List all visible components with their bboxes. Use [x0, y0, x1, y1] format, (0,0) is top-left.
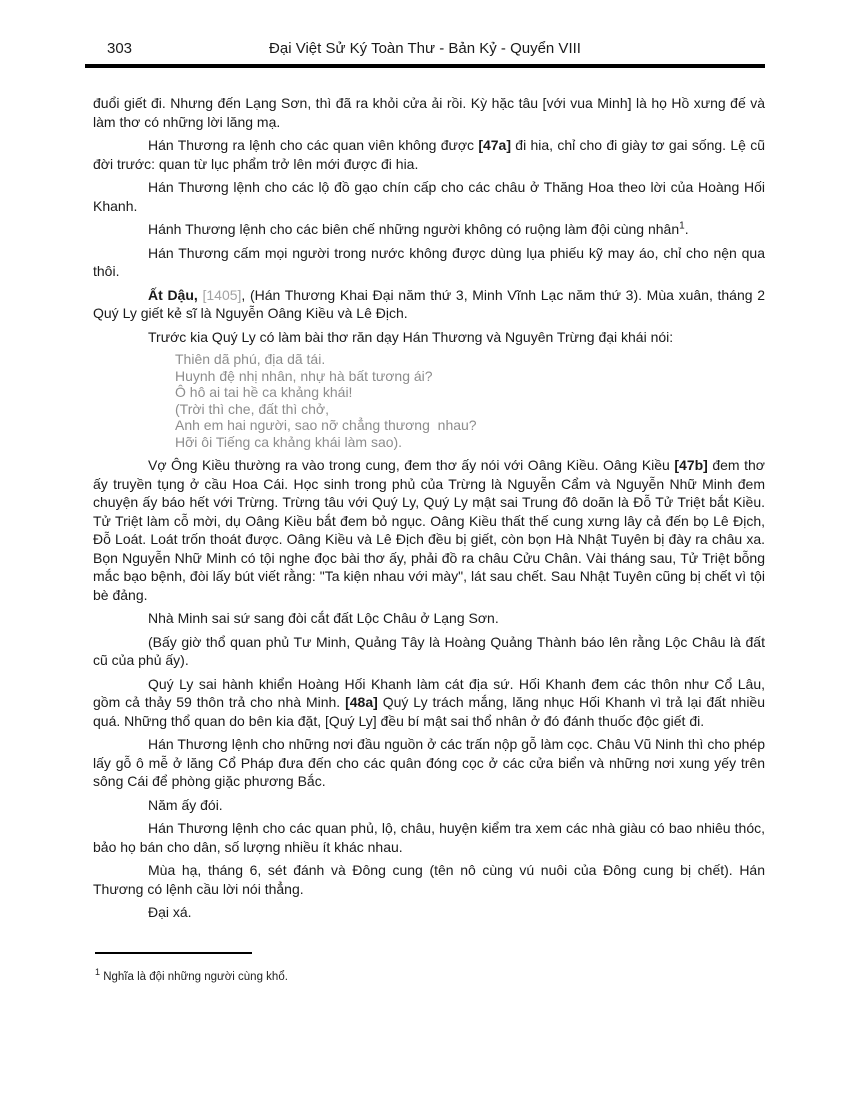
text-run: đem thơ ấy truyền tụng ở cầu Hoa Cái. Học sinh trong phủ của Trừng là Nguyễn Cẩm và Nguyễn Nhữ Minh đem chuyện ấy báo hết với Trừng. Trừng tâu với Quý Ly, Quý Ly mật sai Trung đô doãn là Đỗ Tử Triệt bắt Kiều. Tử Triệt làm cỗ mời, dụ Oâng Kiều bắt đem bỏ ngục. Oâng Kiều thất thế cung xưng lây cả đến bọ Lê Địch, Đỗ Loát. Loát trốn thoát được. Oâng Kiều và Lê Địch đều bị giết, còn bọn Hà Nhật Tuyên bị đày ra châu xa. Bọn Nguyễn Nhữ Minh có tội nghe đọc bài thơ ấy, phải đồ ra châu Cửu Chân. Vài tháng sau, Tử Triệt bỗng mắc bạo bệnh, đòi lấy bút viết rằng: "Ta kiện nhau với mày", lát sau chết. Sau Nhật Tuyên cũng bị chết vì tội bè đảng.: [93, 457, 765, 603]
bold-text-run: Ất Dậu,: [148, 286, 198, 303]
text-run: Quý Ly trách mắng, lăng nhục Hối Khanh vì trả lại đất nhiều quá. Những thổ quan do bên kia đặt, [Quý Ly] đều bí mật sai thổ nhân ở đó đánh thuốc độc giết đi.: [93, 694, 765, 729]
paragraph: [93, 675, 765, 731]
footnote-section: [95, 952, 765, 983]
paragraph: [93, 328, 765, 347]
text-run: Đại xá.: [148, 904, 192, 920]
paragraph: [93, 244, 765, 281]
page-number: 303: [107, 40, 133, 57]
paragraph: [93, 94, 765, 131]
text-run: đuổi giết đi. Nhưng đến Lạng Sơn, thì đã ra khỏi cửa ải rồi. Kỳ hặc tâu [với vua Minh] là họ Hồ xưng đế và làm thơ có những lời lăng mạ.: [93, 95, 765, 130]
bold-text-run: [47b]: [674, 457, 708, 473]
text-run: Quý Ly sai hành khiển Hoàng Hối Khanh làm cát địa sứ. Hối Khanh đem các thôn như Cổ Lâu, gồm cả thảy 59 thôn trả cho nhà Minh.: [93, 675, 765, 710]
poem-line: Anh em hai người, sao nỡ chẳng thương nhau?: [175, 417, 477, 433]
bold-text-run: [48a]: [345, 694, 378, 710]
footnote-marker: 1: [95, 967, 101, 977]
poem-line: (Trời thì che, đất thì chở,: [175, 400, 330, 417]
text-run: Hán Thương ra lệnh cho các quan viên không được: [148, 137, 479, 153]
paragraph: [93, 903, 765, 922]
bold-text-run: [47a]: [478, 137, 511, 153]
text-run: Trước kia Quý Ly có làm bài thơ răn dạy Hán Thương và Nguyên Trừng đại khái nói:: [148, 328, 674, 345]
paragraph: [93, 861, 765, 898]
paragraph: [93, 735, 765, 791]
text-run: Hán Thương cấm mọi người trong nước không được dùng lụa phiếu kỹ may áo, chỉ cho nện qua thôi.: [93, 244, 765, 279]
footnote-body: Nghĩa là đội những người cùng khổ.: [100, 970, 288, 983]
footnote-text: [95, 967, 765, 983]
muted-year-text: [1405]: [202, 286, 242, 303]
text-run: Hán Thương lệnh cho những nơi đầu nguồn ở các trấn nộp gỗ làm cọc. Châu Vũ Ninh thì cho phép lấy gỗ ô mễ ở lăng Cổ Pháp đưa đến cho các quân đóng cọc ở các cửa biển và những nơi xung yếy trên sông Cái để phòng giặc phương Bắc.: [93, 736, 765, 789]
poem-line: Ô hô ai tai hề ca khảng khái!: [175, 384, 353, 400]
poem-line: Hỡi ôi Tiếng ca khảng khái làm sao).: [175, 433, 403, 450]
footnote-rule: [95, 952, 252, 954]
text-run: Hán Thương lệnh cho các quan phủ, lộ, châu, huyện kiểm tra xem các nhà giàu có bao nhiêu thóc, bảo họ bán cho dân, số lượng nhiều ít khác nhau.: [93, 820, 765, 855]
poem-line: Thiên dã phú, địa dã tái.: [175, 351, 326, 367]
text-run: Nhà Minh sai sứ sang đòi cắt đất Lộc Châu ở Lạng Sơn.: [148, 610, 499, 626]
poem-block: [175, 351, 765, 450]
paragraph: [93, 633, 765, 670]
paragraph: [93, 796, 765, 815]
paragraph: [93, 178, 765, 215]
paragraph: [93, 286, 765, 323]
text-run: Hán Thương lệnh cho các lộ đồ gạo chín cấp cho các châu ở Thăng Hoa theo lời của Hoàng Hối Khanh.: [93, 179, 765, 214]
text-run: Vợ Ông Kiều thường ra vào trong cung, đem thơ ấy nói với Oâng Kiều. Oâng Kiều: [148, 457, 675, 473]
paragraph: [93, 220, 765, 239]
text-run: , (Hán Thương Khai Đại năm thứ 3, Minh Vĩnh Lạc năm thứ 3). Mùa xuân, tháng 2 Quý Ly giết kẻ sĩ là Nguyễn Oâng Kiều và Lê Địch.: [93, 286, 766, 321]
document-body: [93, 68, 765, 922]
paragraph: [93, 456, 765, 604]
text-run: Hánh Thương lệnh cho các biên chế những người không có ruộng làm đội cùng nhân: [148, 221, 680, 237]
footnote-reference: 1: [679, 220, 685, 232]
page-header: [0, 0, 850, 64]
text-run: (Bấy giờ thổ quan phủ Tư Minh, Quảng Tây là Hoàng Quảng Thành báo lên rằng Lộc Châu là đất cũ của phủ ấy).: [93, 633, 765, 668]
paragraph: [93, 819, 765, 856]
text-run: đi hia, chỉ cho đi giày tơ gai sống. Lệ cũ đời trước: quan từ lục phẩm trở lên mới được đi hia.: [93, 137, 765, 172]
paragraph: [93, 609, 765, 628]
page-title: Đại Việt Sử Ký Toàn Thư - Bản Kỷ - Quyển VIII: [269, 40, 581, 57]
text-run: Năm ấy đói.: [148, 796, 223, 813]
paragraph: [93, 136, 765, 173]
text-run: Mùa hạ, tháng 6, sét đánh và Đông cung (tên nô cùng vú nuôi của Đông cung bị chết). Hán Thương có lệnh cầu lời nói thẳng.: [93, 862, 765, 897]
text-run: .: [684, 221, 689, 237]
poem-line: Huynh đệ nhị nhân, nhự hà bất tương ái?: [175, 367, 433, 384]
